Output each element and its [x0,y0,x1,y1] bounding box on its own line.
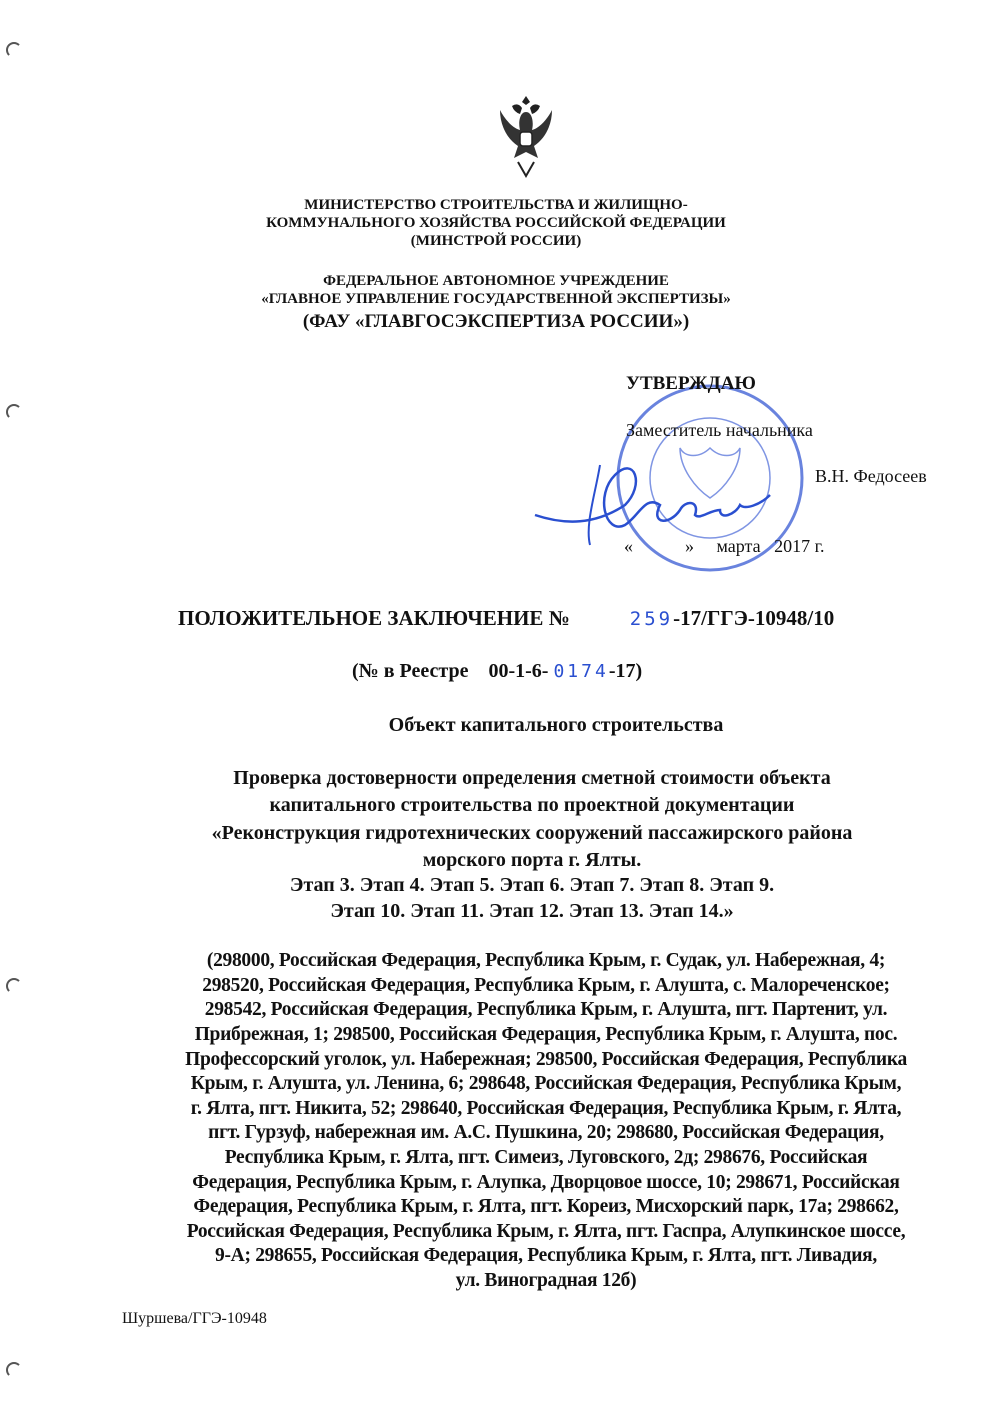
conclusion-title [178,606,834,631]
address-line: ул. Виноградная 12б) [455,1270,637,1291]
subject-line: Проверка достоверности определения сметной стоимости объекта [233,767,831,789]
registry-number: 0174 [553,661,609,682]
subject-line: Этап 10. Этап 11. Этап 12. Этап 13. Этап 14.» [330,900,734,922]
conclusion-title-prefix: ПОЛОЖИТЕЛЬНОЕ ЗАКЛЮЧЕНИЕ № [178,606,570,630]
address-line: Республика Крым, г. Ялта, пгт. Симеиз, Луговского, 2д; 298676, Российская [224,1147,868,1168]
registry-line [352,660,642,683]
footer-executor: Шуршева/ГГЭ-10948 [122,1310,267,1327]
registry-prefix: (№ в Реестре [352,660,469,682]
punch-hole-mark [6,978,22,994]
approval-date [624,536,824,557]
approver-position: Заместитель начальника [626,420,813,440]
date-open-quote: « [624,536,633,556]
address-line: пгт. Гурзуф, набережная им. А.С. Пушкина, 20; 298680, Российская Федерация, [208,1122,884,1143]
ministry-line: КОММУНАЛЬНОГО ХОЗЯЙСТВА РОССИЙСКОЙ ФЕДЕРАЦИИ [266,215,726,231]
approve-label: УТВЕРЖДАЮ [626,373,756,394]
address-line: Федерация, Республика Крым, г. Ялта, пгт. Кореиз, Мисхорский парк, 17а; 298662, [193,1196,899,1217]
registry-code: 00-1-6- [488,660,549,682]
address-line: (298000, Российская Федерация, Республика Крым, г. Судак, ул. Набережная, 4; [206,950,886,971]
address-line: 298542, Российская Федерация, Республика Крым, г. Алушта, пгт. Партенит, ул. [204,999,888,1020]
date-month: марта [716,536,761,556]
coat-of-arms-emblem [498,92,554,180]
conclusion-title-suffix: -17/ГГЭ-10948/10 [673,606,835,630]
date-close-quote: » [685,536,694,556]
conclusion-number: 259 [629,608,674,630]
subject-line: Этап 3. Этап 4. Этап 5. Этап 6. Этап 7. Этап 8. Этап 9. [289,874,775,896]
address-line: 298520, Российская Федерация, Республика Крым, г. Алушта, с. Малореченское; [202,975,890,996]
address-line: Крым, г. Алушта, ул. Ленина, 6; 298648, Российская Федерация, Республика Крым, [190,1073,902,1094]
subject-line: морского порта г. Ялты. [422,849,642,871]
registry-suffix: -17) [608,660,643,682]
address-line: Профессорский уголок, ул. Набережная; 298500, Российская Федерация, Республика [185,1049,907,1070]
object-label: Объект капитального строительства [388,714,724,736]
ministry-line: МИНИСТЕРСТВО СТРОИТЕЛЬСТВА И ЖИЛИЩНО- [304,197,688,213]
punch-hole-mark [6,1362,22,1378]
address-line: 9-А; 298655, Российская Федерация, Республика Крым, г. Ялта, пгт. Ливадия, [215,1245,877,1266]
date-year: 2017 г. [774,536,825,556]
address-line: Российская Федерация, Республика Крым, г. Ялта, пгт. Гаспра, Алупкинское шоссе, [186,1221,906,1242]
address-line: Федерация, Республика Крым, г. Алупка, Дворцовое шоссе, 10; 298671, Российская [192,1172,900,1193]
approver-name: В.Н. Федосеев [815,466,927,486]
agency-line: «ГЛАВНОЕ УПРАВЛЕНИЕ ГОСУДАРСТВЕННОЙ ЭКСПЕРТИЗЫ» [261,291,731,307]
agency-line: (ФАУ «ГЛАВГОСЭКСПЕРТИЗА РОССИИ») [302,311,690,332]
punch-hole-mark [6,404,22,420]
ministry-line: (МИНСТРОЙ РОССИИ) [410,233,582,249]
address-line: Прибрежная, 1; 298500, Российская Федерация, Республика Крым, г. Алушта, пос. [194,1024,898,1045]
address-line: г. Ялта, пгт. Никита, 52; 298640, Российская Федерация, Республика Крым, г. Ялта, [190,1098,902,1119]
agency-line: ФЕДЕРАЛЬНОЕ АВТОНОМНОЕ УЧРЕЖДЕНИЕ [323,273,669,289]
subject-line: «Реконструкция гидротехнических сооружений пассажирского района [211,822,853,844]
punch-hole-mark [6,42,22,58]
subject-line: капитального строительства по проектной документации [269,794,795,816]
